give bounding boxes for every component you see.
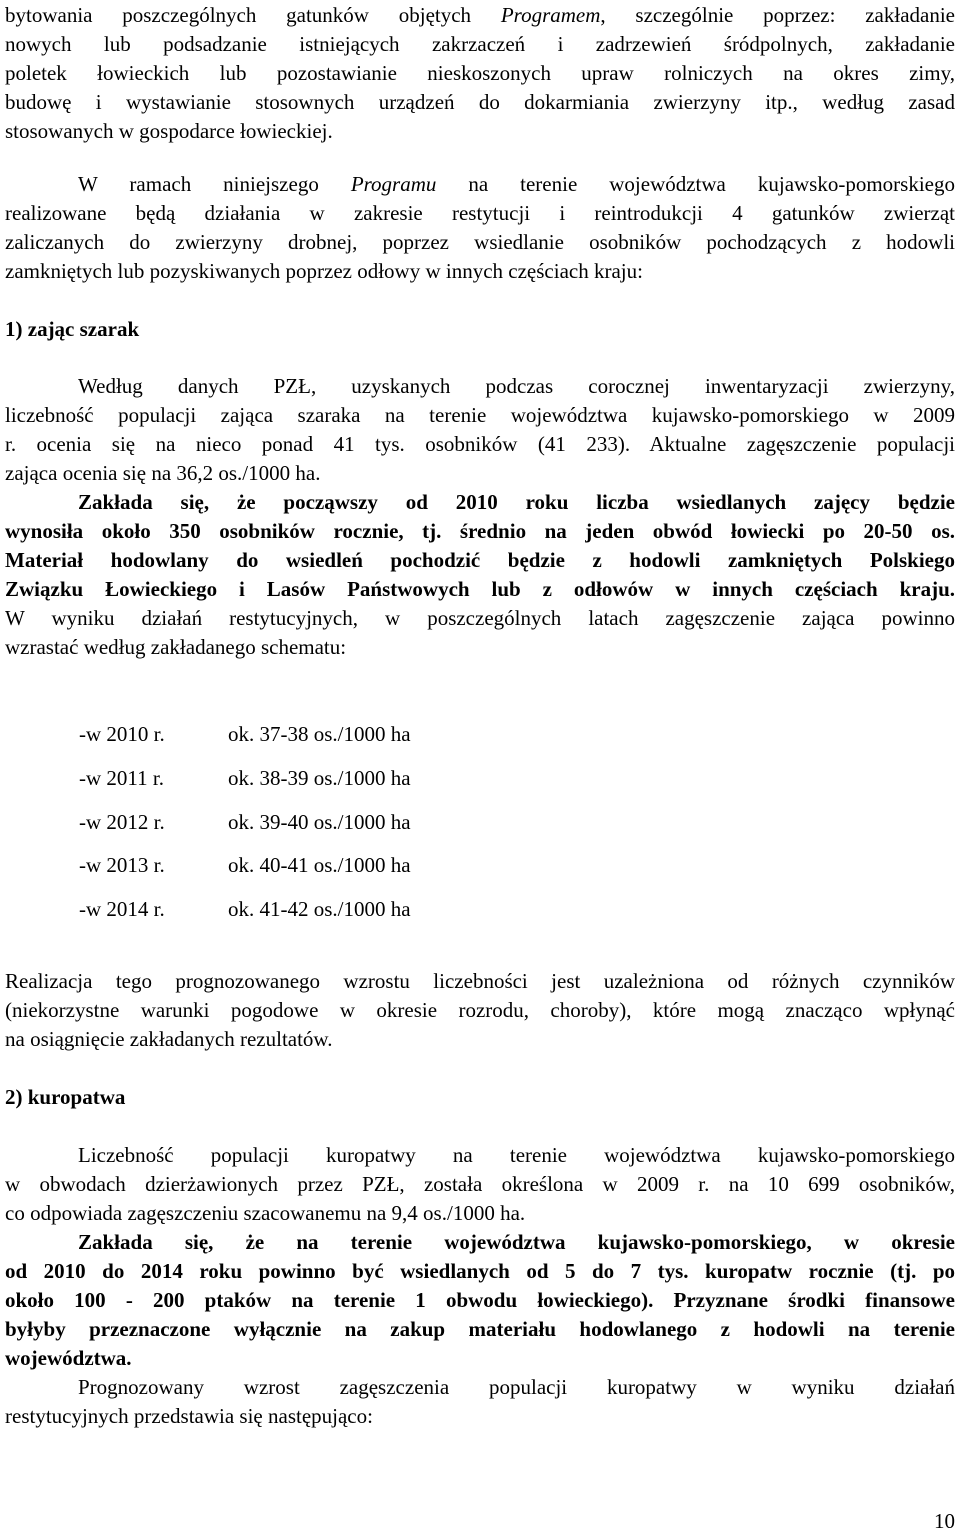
- schedule-value: ok. 39-40 os./1000 ha: [228, 810, 411, 834]
- text-line: od 2010 do 2014 roku powinno być wsiedlanych od 5 do 7 tys. kuropatw rocznie (tj. po: [5, 1259, 955, 1283]
- schedule-year: -w 2013 r.: [79, 853, 165, 877]
- hare-density-intro-paragraph: [5, 604, 955, 662]
- text-line: zaliczanych do zwierzyny drobnej, poprzez wsiedlanie osobników pochodzących z hodowli: [5, 230, 955, 254]
- text-line: budowę i wystawianie stosownych urządzeń do dokarmiania zwierzyny itp., według zasad: [5, 90, 955, 114]
- text-line: wynosiła około 350 osobników rocznie, tj. średnio na jeden obwód łowiecki po 20-50 os.: [5, 519, 955, 543]
- text-line: W wyniku działań restytucyjnych, w poszczególnych latach zagęszczenie zająca powinno: [5, 606, 955, 630]
- hare-realization-paragraph: [5, 967, 955, 1054]
- schedule-year: -w 2010 r.: [79, 722, 165, 746]
- text-line: bytowania poszczególnych gatunków objętych Programem, szczególnie poprzez: zakładanie: [5, 3, 955, 27]
- hare-release-plan-paragraph: [5, 488, 955, 604]
- text-line: zamkniętych lub pozyskiwanych poprzez odłowy w innych częściach kraju:: [5, 259, 643, 283]
- text-line: byłyby przeznaczone wyłącznie na zakup materiału hodowlanego z hodowli na terenie: [5, 1317, 955, 1341]
- text-line: nowych lub podsadzanie istniejących zakrzaczeń i zadrzewień śródpolnych, zakładanie: [5, 32, 955, 56]
- text-line: Zakłada się, że począwszy od 2010 roku liczba wsiedlanych zajęcy będzie: [78, 490, 955, 514]
- page-number: 10: [934, 1509, 955, 1533]
- text-line: wzrastać według zakładanego schematu:: [5, 635, 347, 659]
- text-line: realizowane będą działania w zakresie restytucji i reintrodukcji 4 gatunków zwierząt: [5, 201, 955, 225]
- program-paragraph: [5, 170, 955, 286]
- text-line: poletek łowieckich lub pozostawianie nieskoszonych upraw rolniczych na okres zimy,: [5, 61, 955, 85]
- text-line: liczebność populacji zająca szaraka na terenie województwa kujawsko-pomorskiego w 2009: [5, 403, 955, 427]
- text-line: Zakłada się, że na terenie województwa kujawsko-pomorskiego, w okresie: [78, 1230, 955, 1254]
- schedule-year: -w 2014 r.: [79, 897, 165, 921]
- text-line: Według danych PZŁ, uzyskanych podczas corocznej inwentaryzacji zwierzyny,: [78, 374, 955, 398]
- schedule-value: ok. 38-39 os./1000 ha: [228, 766, 411, 790]
- partridge-forecast-paragraph: [5, 1373, 955, 1431]
- text-line: zająca ocenia się na 36,2 os./1000 ha.: [5, 461, 321, 485]
- text-line: Związku Łowieckiego i Lasów Państwowych lub z odłowów w innych częściach kraju.: [5, 577, 955, 601]
- partridge-release-plan-paragraph: [5, 1228, 955, 1373]
- text-line: Liczebność populacji kuropatwy na terenie województwa kujawsko-pomorskiego: [78, 1143, 955, 1167]
- section-heading-partridge: 2) kuropatwa: [5, 1085, 126, 1109]
- text-line: r. ocenia się na nieco ponad 41 tys. osobników (41 233). Aktualne zagęszczenie populacji: [5, 432, 955, 456]
- text-line: Realizacja tego prognozowanego wzrostu liczebności jest uzależniona od różnych czynników: [5, 969, 955, 993]
- text-line: Prognozowany wzrost zagęszczenia populacji kuropatwy w wyniku działań: [78, 1375, 955, 1399]
- intro-paragraph: [5, 1, 955, 146]
- schedule-value: ok. 40-41 os./1000 ha: [228, 853, 411, 877]
- text-line: w obwodach dzierżawionych przez PZŁ, została określona w 2009 r. na 10 699 osobników,: [5, 1172, 955, 1196]
- text-line: (niekorzystne warunki pogodowe w okresie rozrodu, choroby), które mogą znacząco wpłynąć: [5, 998, 955, 1022]
- section-heading-hare: 1) zając szarak: [5, 317, 140, 341]
- text-line: co odpowiada zagęszczeniu szacowanemu na 9,4 os./1000 ha.: [5, 1201, 526, 1225]
- partridge-population-paragraph: [5, 1141, 955, 1228]
- hare-population-paragraph: [5, 372, 955, 488]
- schedule-year: -w 2012 r.: [79, 810, 165, 834]
- text-line: stosowanych w gospodarce łowieckiej.: [5, 119, 333, 143]
- text-line: województwa.: [5, 1346, 132, 1370]
- text-line: restytucyjnych przedstawia się następująco:: [5, 1404, 373, 1428]
- text-line: Materiał hodowlany do wsiedleń pochodzić będzie z hodowli zamkniętych Polskiego: [5, 548, 955, 572]
- schedule-year: -w 2011 r.: [79, 766, 164, 790]
- text-line: na osiągnięcie zakładanych rezultatów.: [5, 1027, 333, 1051]
- schedule-value: ok. 37-38 os./1000 ha: [228, 722, 411, 746]
- text-line: W ramach niniejszego Programu na terenie województwa kujawsko-pomorskiego: [78, 172, 956, 196]
- schedule-value: ok. 41-42 os./1000 ha: [228, 897, 411, 921]
- text-line: około 100 - 200 ptaków na terenie 1 obwodu łowieckiego). Przyznane środki finansowe: [5, 1288, 955, 1312]
